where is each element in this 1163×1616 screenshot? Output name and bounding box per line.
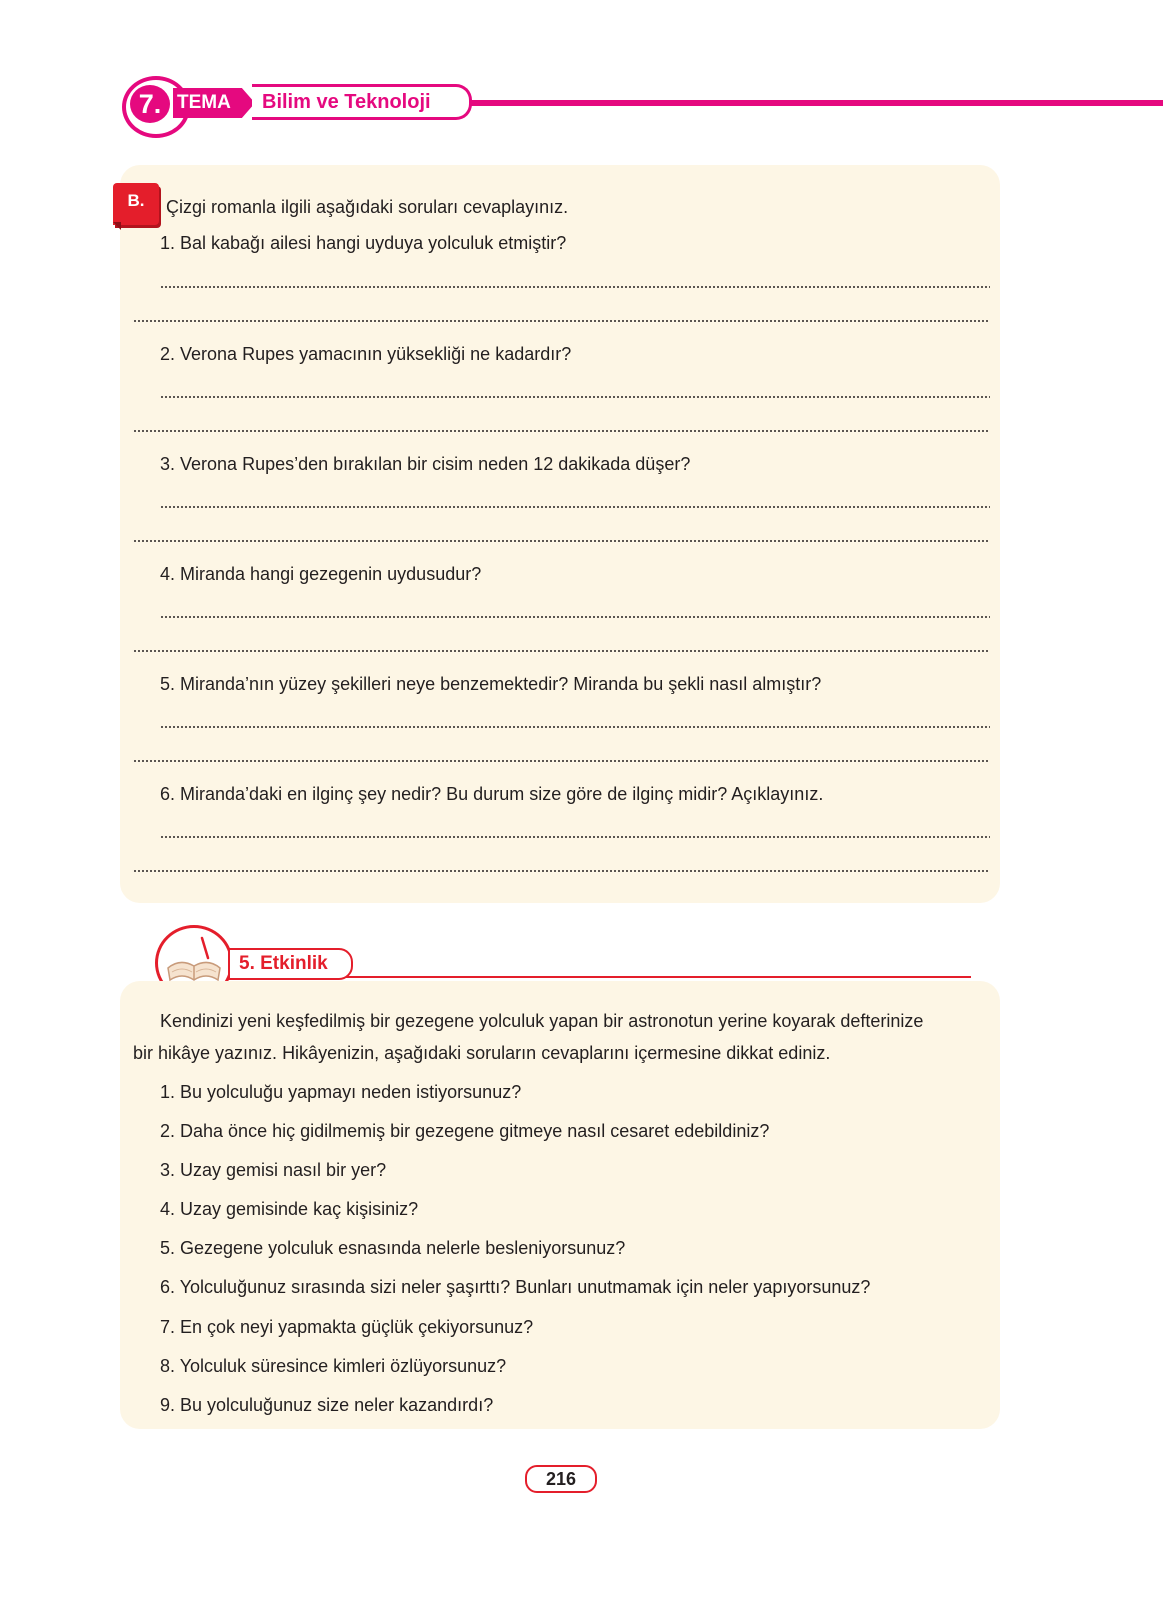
etkinlik-question-3: 3. Uzay gemisi nasıl bir yer? <box>160 1160 387 1180</box>
question-6: 6. Miranda’daki en ilginç şey nedir? Bu durum size göre de ilginç midir? Açıklayınız. <box>160 784 824 804</box>
page-number: 216 <box>525 1465 597 1493</box>
answer-line <box>133 430 990 432</box>
answer-line <box>133 760 990 762</box>
theme-number: 7. <box>130 85 170 123</box>
answer-line <box>160 726 990 728</box>
section-b-intro: Çizgi romanla ilgili aşağıdaki soruları cevaplayınız. <box>166 197 569 217</box>
answer-line <box>160 616 990 618</box>
question-3: 3. Verona Rupes’den bırakılan bir cisim neden 12 dakikada düşer? <box>160 454 691 474</box>
etkinlik-question-8: 8. Yolculuk süresince kimleri özlüyorsunuz? <box>160 1356 507 1376</box>
header-rule <box>470 100 1163 106</box>
etkinlik-question-5: 5. Gezegene yolculuk esnasında nelerle besleniyorsunuz? <box>160 1238 626 1258</box>
etkinlik-question-6: 6. Yolculuğunuz sırasında sizi neler şaşırttı? Bunları unutmamak için neler yapıyorsunuz? <box>160 1277 871 1297</box>
answer-line <box>160 286 990 288</box>
section-b-badge: B. <box>113 183 159 225</box>
question-5: 5. Miranda’nın yüzey şekilleri neye benzemektedir? Miranda bu şekli nasıl almıştır? <box>160 674 822 694</box>
question-1: 1. Bal kabağı ailesi hangi uyduya yolculuk etmiştir? <box>160 233 567 253</box>
answer-line <box>160 506 990 508</box>
answer-line <box>133 320 990 322</box>
question-4: 4. Miranda hangi gezegenin uydusudur? <box>160 564 482 584</box>
etkinlik-question-1: 1. Bu yolculuğu yapmayı neden istiyorsunuz? <box>160 1082 522 1102</box>
question-2: 2. Verona Rupes yamacının yüksekliği ne kadardır? <box>160 344 572 364</box>
etkinlik-question-2: 2. Daha önce hiç gidilmemiş bir gezegene gitmeye nasıl cesaret edebildiniz? <box>160 1121 770 1141</box>
answer-line <box>133 870 990 872</box>
section-b-badge-fold <box>113 222 121 230</box>
etkinlik-intro-line-1: Kendinizi yeni keşfedilmiş bir gezegene yolculuk yapan bir astronotun yerine koyarak defterinize <box>160 1011 924 1031</box>
etkinlik-question-7: 7. En çok neyi yapmakta güçlük çekiyorsunuz? <box>160 1317 534 1337</box>
etkinlik-title: 5. Etkinlik <box>239 953 328 974</box>
answer-line <box>133 650 990 652</box>
answer-line <box>160 396 990 398</box>
etkinlik-question-4: 4. Uzay gemisinde kaç kişisiniz? <box>160 1199 419 1219</box>
tema-label: TEMA <box>177 92 231 113</box>
theme-title: Bilim ve Teknoloji <box>262 91 431 113</box>
etkinlik-intro-line-2: bir hikâye yazınız. Hikâyenizin, aşağıdaki soruların cevaplarını içermesine dikkat ediniz. <box>133 1043 831 1063</box>
answer-line <box>160 836 990 838</box>
etkinlik-question-9: 9. Bu yolculuğunuz size neler kazandırdı? <box>160 1395 494 1415</box>
answer-line <box>133 540 990 542</box>
